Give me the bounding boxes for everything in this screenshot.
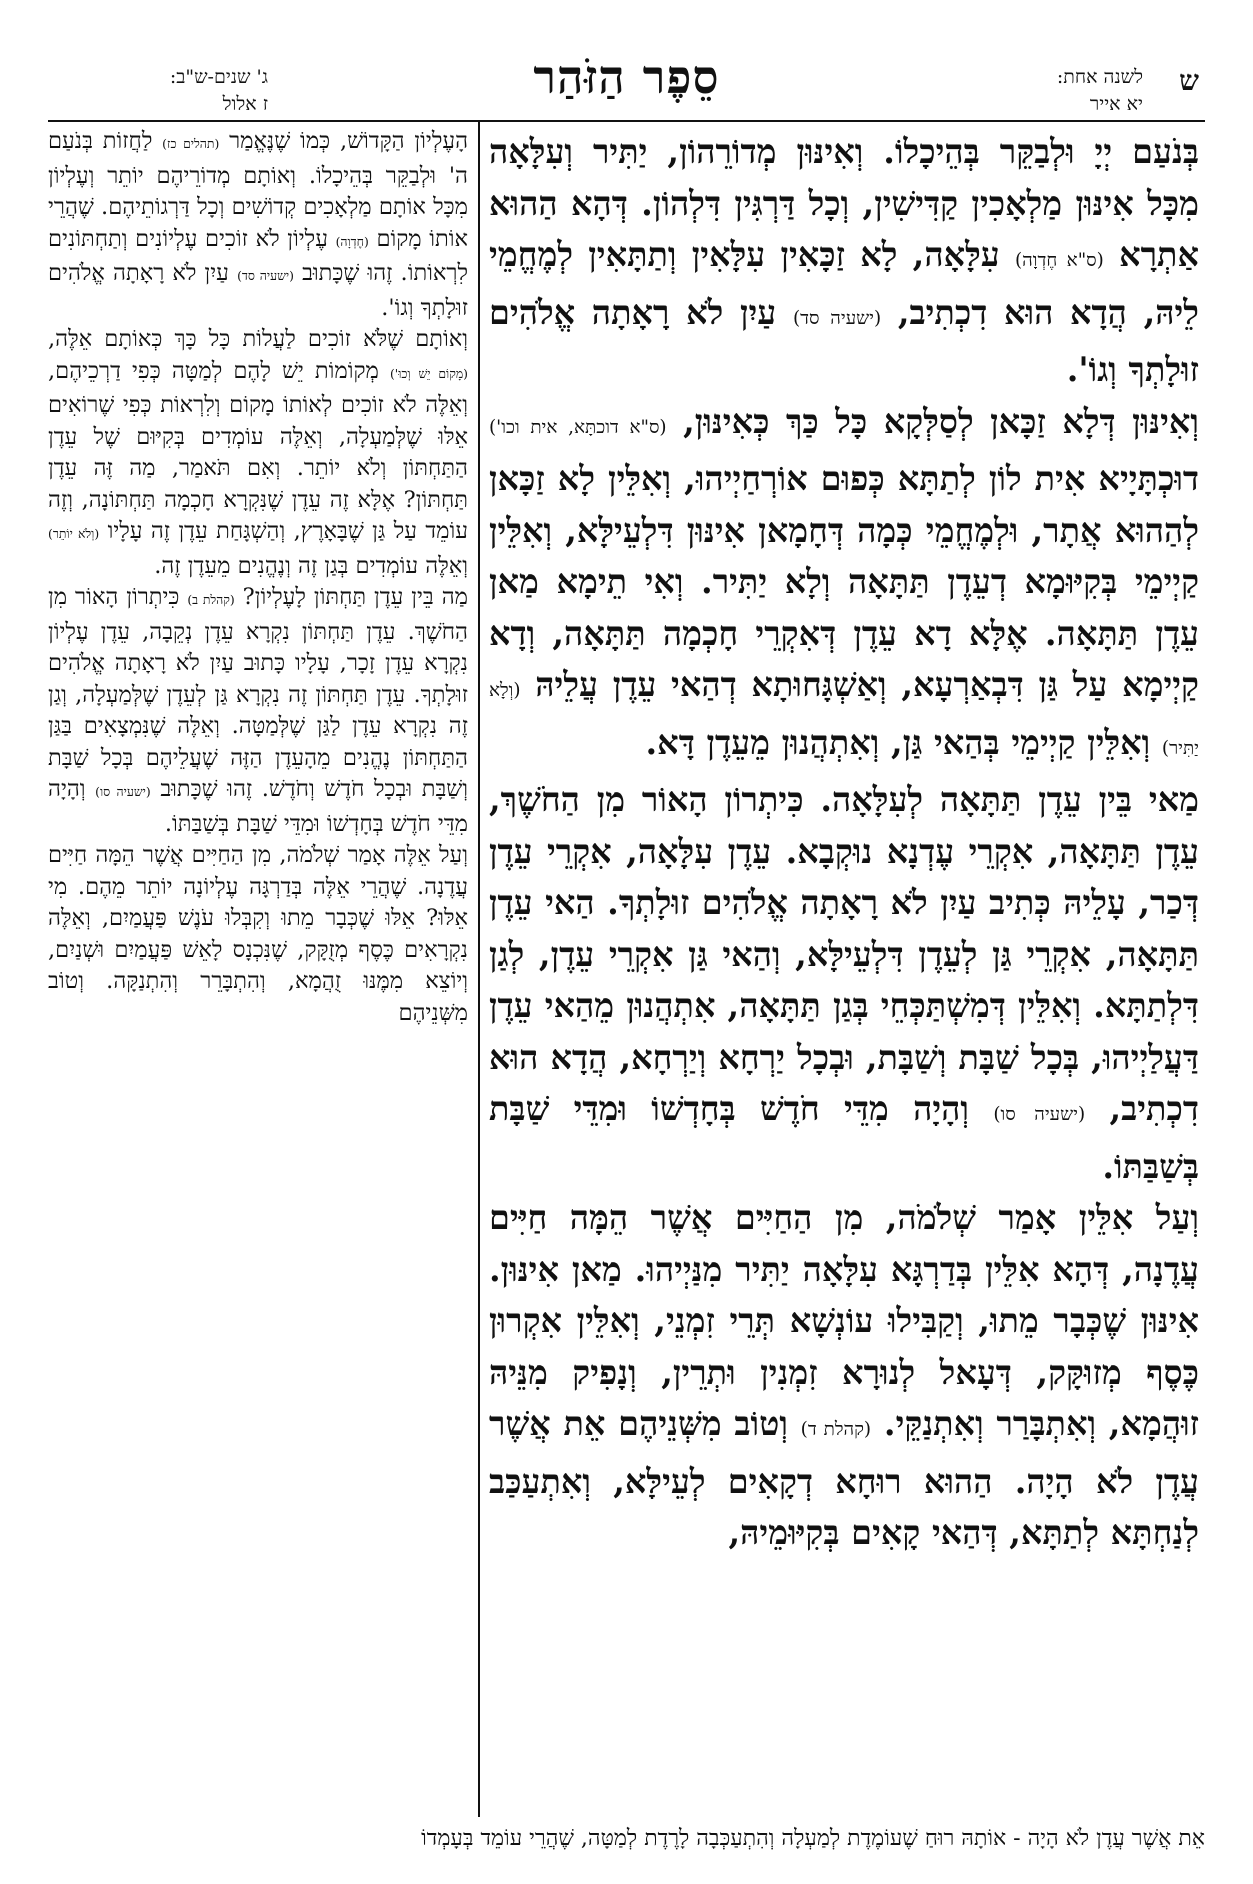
source-ref: (תהלים כז) [162, 137, 220, 151]
source-ref: (ס"א דוכתָּא, אית וכו') [489, 416, 667, 438]
side-text: כִּיתְרוֹן הָאוֹר מִן הַחֹשֶׁךְ. עֵדֶן תַּחְתּוֹן נִקְרָא עֵדֶן נְקֵבָה, עֵדֶן עֶלְיוֹן נִקְרָא עֵדֶן זָכָר, עָלָיו כָּתוּב עַיִן לֹא רָאָתָה אֱלֹהִים זוּלָתְךָ. עֵדֶן תַּחְתּוֹן זֶה נִקְרָא גַּן לְעֵדֶן שֶׁלְּמַעְלָה, וְגַן זֶה נִקְרָא עֵדֶן לַגַּן שֶׁלְּמַטָּה. וְאֵלֶּה שֶׁנִּמְצָאִים בַּגַּן הַתַּחְתּוֹן נֶהֱנִים מֵהָעֵדֶן הַזֶּה שֶׁעֲלֵיהֶם בְּכָל שַׁבָּת וְשַׁבָּת וּבְכָל חֹדֶשׁ וְחֹדֶשׁ. זֶהוּ שֶׁכָּתוּב [48, 584, 468, 802]
main-text: בְּנֹעַם יְיָ וּלְבַקֵּר בְּהֵיכָלוֹ. וְאִינּוּן מְדוֹרֵהוֹן, יַתִּיר וְעִלָּאָה מִכָּל אִינּוּן מַלְאָכִין קַדִּישִׁין, וְכָל דַּרְגִּין דִּלְהוֹן. דְּהָא הַהוּא אַתְרָא [489, 132, 1199, 274]
side-text: וְעַל אֵלֶּה אָמַר שְׁלֹמֹה, מִן הַחַיִּים אֲשֶׁר הֵמָּה חַיִּים עֲדֶנָה. שֶׁהֲרֵי אֵלֶּה בְּדַרְגָּה עֶלְיוֹנָה יוֹתֵר מֵהֶם. מִי אֵלּוּ? אֵלּוּ שֶׁכְּבָר מֵתוּ וְקִבְּלוּ עֹנֶשׁ פַּעֲמַיִם, וְאֵלֶּה נִקְרָאִים כֶּסֶף מְזֻקָּק, שֶׁנִּכְנָס לָאֵשׁ פַּעֲמַיִם וּשְׁנַיִם, וְיוֹצֵא מִמֶּנּוּ זֻהֲמָא, וְהִתְבָּרֵר וְהִתְנַקָּה. וְטוֹב מִשְּׁנֵיהֶם [48, 842, 468, 1026]
side-text: הָעֶלְיוֹן הַקָּדוֹשׁ, כְּמוֹ שֶׁנֶּאֱמַר [229, 128, 468, 154]
side-text: מְקוֹמוֹת יֵשׁ לָהֶם לְמַטָּה כְּפִי דַרְכֵיהֶם, וְאֵלֶּה לֹא זוֹכִים לְאוֹתוֹ מָקוֹם וְלִרְאוֹת כְּפִי שֶׁרוֹאִים אֵלּוּ שֶׁלְּמַעְלָה, וְאֵלֶּה עוֹמְדִים בְּקִיּוּם שֶׁל עֵדֶן הַתַּחְתּוֹן וְלֹא יוֹתֵר. וְאִם תֹּאמַר, מַה זֶּה עֵדֶן תַּחְתּוֹן? אֶלָּא זֶה עֵדֶן שֶׁנִּקְרָא חָכְמָה תַּחְתּוֹנָה, וְזֶה עוֹמֵד עַל גַּן שֶׁבָּאָרֶץ, וְהַשְׁגָּחַת עֵדֶן זֶה עָלָיו [48, 357, 468, 544]
source-ref: (ישעיה סד) [792, 307, 882, 329]
side-text: וְהָיָה מִדֵּי חֹדֶשׁ בְּחָדְשׁוֹ וּמִדֵּי שַׁבָּת בְּשַׁבַּתּוֹ. [48, 776, 468, 837]
main-text: מַאי בֵּין עֵדֶן תַּתָּאָה לְעִלָּאָה. כִּיתְרוֹן הָאוֹר מִן הַחֹשֶׁךְ, עֵדֶן תַּתָּאָה, אִקְרֵי עֶדְנָא נוּקְבָא. עֵדֶן עִלָּאָה, אִקְרֵי עֵדֶן דְּכַר, עָלֵיהּ כְּתִיב עַיִן לֹא רָאָתָה אֱלֹהִים זוּלָתְךָ. הַאי עֵדֶן תַּתָּאָה, אִקְרֵי גַּן לְעֵדֶן דִּלְעֵילָּא, וְהַאי גַּן אִקְרֵי עֵדֶן, לְגַן דִּלְתַתָּא. וְאִלֵּין דְּמִשְׁתַּכְּחֵי בְּגַן תַּתָּאָה, אִתְהֲנוּן מֵהַאי עֵדֶן דַּעֲלַיְיהוּ, בְּכָל שַׁבָּת וְשַׁבָּת, וּבְכָל יַרְחָא וְיַרְחָא, הֲדָא הוּא דִכְתִיב, [489, 780, 1199, 1128]
header-left-line2: ז אלול [222, 93, 268, 115]
source-ref: (ישעיה סו) [993, 1104, 1086, 1125]
side-paragraph-2 [48, 324, 468, 582]
main-text: וְאִלֵּין קַיְימֵי בְּהַאי גַּן, וְאִתְהֲנוּן מֵעֵדֶן דָּא. [645, 722, 1151, 762]
main-text: וְעַל אִלֵּין אָמַר שְׁלֹמֹה, מִן הַחַיִּים אֲשֶׁר הֵמָּה חַיִּים עֲדֶנָה, דְּהָא אִלֵּין בְּדַרְגָּא עִלָּאָה יַתִּיר מִנַּיְיהוּ. מַאן אִינּוּן. אִינּוּן שֶׁכְּבָר מֵתוּ, וְקַבִּילוּ עוֹנְשָׁא תְּרֵי זִמְנֵי, וְאִלֵּין אִקְרוּן כֶּסֶף מְזוּקָּק, דְּעָאל לְנוּרָא זִמְנִין וּתְרֵין, וְנָפִיק מִנֵּיהּ זוּהֲמָא, וְאִתְבָּרַר וְאִתְנַקֵּי. [489, 1198, 1199, 1443]
side-paragraph-1 [48, 126, 468, 324]
main-paragraph-1 [489, 126, 1199, 396]
header-left-line1: ג' שנים-ש"ב: [169, 66, 268, 88]
source-ref: (ישעיה סד) [237, 269, 294, 283]
main-paragraph-4 [489, 1192, 1199, 1559]
source-ref: (וְלֹא יוֹתֵר) [48, 527, 100, 541]
side-paragraph-4 [48, 840, 468, 1029]
header-right-line1: לשנה אחת: [1056, 66, 1143, 88]
main-text: דוּכְתָּיָיא אִית לוֹן לְתַתָּא כְּפוּם אוֹרְחַיְיהוּ, וְאִלֵּין לָא זַכָּאן לְהַהוּא אֲתָר, וּלְמֶחֱמֵי כְּמָה דְּחָמָאן אִינּוּן דִּלְעֵילָּא, וְאִלֵּין קַיְימֵי בְּקִיּוּמָא דְעֵדֶן תַּתָּאָה וְלָא יַתִּיר. וְאִי תֵימָא מַאן עֵדֶן תַּתָּאָה. אֶלָּא דָא עֵדֶן דְּאִקְרֵי חָכְמָה תַּתָּאָה, וְדָא קַיְימָא עַל גַּן דִּבְאַרְעָא, וְאַשְׁגָּחוּתָא דְהַאי עֵדֶן עֲלֵיהּ [489, 459, 1199, 704]
main-paragraph-3 [489, 774, 1199, 1192]
main-text: וְהָיָה מִדֵּי חֹדֶשׁ בְּחָדְשׁוֹ וּמִדֵּי שַׁבָּת בְּשַׁבַּתּוֹ. [489, 1089, 1199, 1186]
side-text: לַחֲזוֹת בְּנֹעַם ה' וּלְבַקֵּר בְּהֵיכָלוֹ. וְאוֹתָם מְדוֹרֵיהֶם יוֹתֵר וְעֶלְיוֹן מִכָּל אוֹתָם מַלְאָכִים קְדוֹשִׁים וְכָל דַּרְגוֹתֵיהֶם. שֶׁהֲרֵי אוֹתוֹ מָקוֹם [48, 128, 468, 252]
source-ref: (וְלָא יַתִּיר) [489, 680, 1199, 759]
header-left-info [48, 64, 268, 118]
source-ref: (קהלת ד) [800, 1419, 872, 1440]
column-divider [478, 122, 480, 1817]
side-text: עֶלְיוֹן לֹא זוֹכִים עֶלְיוֹנִים וְתַחְתּוֹנִים לִרְאוֹתוֹ. זֶהוּ שֶׁכָּתוּב [48, 225, 468, 286]
main-paragraph-2 [489, 396, 1199, 775]
header-rule [48, 120, 1205, 122]
main-text: עִלָּאָה, לָא זַכָּאִין עִלָּאִין וְתַתָּאִין לְמֶחֱמֵי לֵיהּ, הֲדָא הוּא דִכְתִיב, [489, 235, 1199, 332]
side-paragraph-3 [48, 582, 468, 840]
main-text: וְאִינּוּן דְּלָא זַכָּאן לְסַלְּקָא כָּל כַּךְ כְּאִינּוּן, [683, 401, 1199, 441]
source-ref: (מָקוֹם יֵשׁ וְכוּ') [389, 366, 468, 381]
main-text: וְטוֹב מִשְּׁנֵיהֶם אֵת אֲשֶׁר עֲדֶן לֹא הָיָה. הַהוּא רוּחָא דְקָאִים לְעֵילָּא, וְאִתְעַכַּב לְנַחְתָּא לְתַתָּא, דְּהַאי קָאִים בְּקִיּוּמֵיהּ, [489, 1404, 1199, 1552]
commentary-column [48, 126, 468, 1816]
source-ref: (חֶדְוָה) [335, 234, 369, 249]
page-letter: ש [1179, 64, 1199, 97]
source-ref: (ישעיה סו) [95, 785, 151, 799]
source-ref: (קהלת ב) [187, 593, 235, 607]
footer-line: אֵת אֲשֶׁר עֲדֶן לֹא הָיָה - אוֹתָהּ רוּחַ שֶׁעוֹמֶדֶת לְמַעְלָה וְהִתְעַכְּבָה לָרֶדֶת לְמַטָּה, שֶׁהֲרֵי עוֹמֵד בְּעָמְדוֹ [421, 1826, 1205, 1851]
side-text: וְאוֹתָם שֶׁלֹּא זוֹכִים לַעֲלוֹת כָּל כָּךְ כְּאוֹתָם אֵלֶּה, [48, 326, 468, 352]
side-text: מַה בֵּין עֵדֶן תַּחְתּוֹן לָעֶלְיוֹן? [242, 584, 468, 610]
main-column [489, 126, 1199, 1816]
side-text: וְאֵלֶּה עוֹמְדִים בְּגַן זֶה וְנֶהֱנִים מֵעֵדֶן זֶה. [154, 552, 468, 579]
main-text: עַיִן לֹא רָאָתָה אֱלֹהִים זוּלָתְךָ וְגוֹ'. [489, 292, 1199, 389]
side-text: עַיִן לֹא רָאָתָה אֱלֹהִים זוּלָתְךָ וְגוֹ'. [48, 260, 468, 321]
page-title: סֵפֶר הַזֹּהַר [533, 50, 720, 104]
header-right-line2: יא אייר [1089, 93, 1143, 115]
source-ref: (ס"א חֶדְוָה) [1015, 250, 1104, 271]
